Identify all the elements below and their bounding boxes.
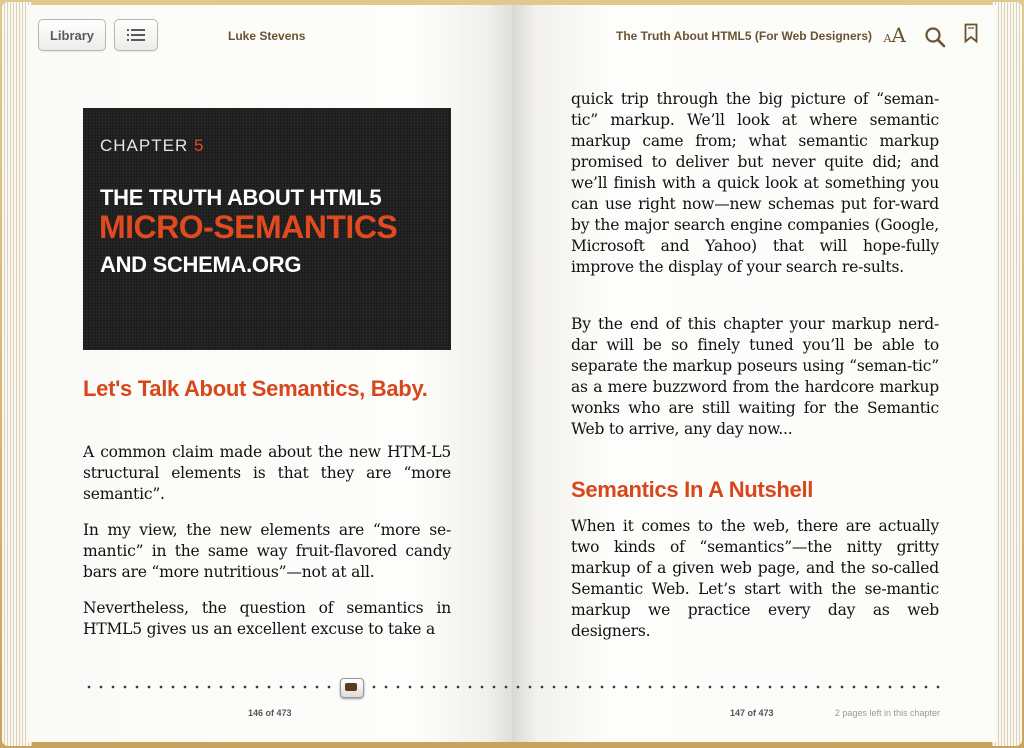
paragraph: A common claim made about the new HTM-L5 structural elements is that they are “more semantic”. (83, 443, 451, 503)
library-button[interactable]: Library (38, 19, 106, 51)
page-number: 147 of 473 (730, 708, 774, 718)
paragraph: In my view, the new elements are “more se-mantic” in the same way fruit-flavored candy bars are “more nutritious”—not at all. (83, 521, 451, 581)
left-page[interactable] (28, 5, 512, 742)
chapter-title-line1: THE TRUTH ABOUT HTML5 (100, 185, 382, 210)
page-number: 146 of 473 (248, 708, 292, 718)
pages-left-in-chapter: 2 pages left in this chapter (834, 708, 940, 718)
list-icon (127, 28, 145, 42)
page-scrubber-track[interactable] (512, 685, 944, 689)
search-icon[interactable] (924, 26, 946, 48)
page-scrubber-track[interactable] (368, 685, 512, 689)
page-scrubber-track[interactable] (83, 685, 335, 689)
author-name: Luke Stevens (228, 29, 306, 43)
chapter-title-line3: AND SCHEMA.ORG (100, 252, 302, 277)
chapter-label: CHAPTER 5 (100, 136, 205, 155)
page-edges-right (992, 2, 1022, 746)
table-of-contents-button[interactable] (114, 19, 158, 51)
book-title: The Truth About HTML5 (For Web Designers) (616, 29, 872, 43)
chapter-title-line2: MICRO-SEMANTICS (99, 209, 398, 245)
section-heading: Semantics In A Nutshell (571, 477, 814, 502)
paragraph: By the end of this chapter your markup nerd-dar will be so finely tuned you’ll be able to separate the markup poseurs using “seman-tic” as a mere buzzword from the hardcore markup wonks who are still waiting for the Semantic Web to arrive, any day now... (571, 315, 939, 438)
chapter-title-image (83, 108, 451, 350)
paragraph: Nevertheless, the question of semantics in HTML5 gives us an excellent excuse to take a (83, 599, 451, 638)
paragraph: quick trip through the big picture of “seman-tic” markup. We’ll look at where semantic markup came from; what semantic markup promised to deliver but never quite did; and we’ll finish with a quick look at something you can use right now—new schemas put for-ward by the major search engine companies (Google, Microsoft and Yahoo) that will hope-fully improve the display of your search re-sults. (571, 90, 939, 276)
right-page[interactable] (512, 5, 996, 742)
section-heading: Let's Talk About Semantics, Baby. (83, 376, 428, 401)
page-scrubber-handle[interactable] (340, 678, 364, 698)
paragraph: When it comes to the web, there are actually two kinds of “semantics”—the nitty gritty markup of a given web page, and the so-called Semantic Web. Let’s start with the se-mantic markup we practice every day as web designers. (571, 517, 939, 640)
font-size-icon[interactable]: AA (883, 23, 906, 47)
bookmark-icon[interactable] (964, 23, 978, 43)
